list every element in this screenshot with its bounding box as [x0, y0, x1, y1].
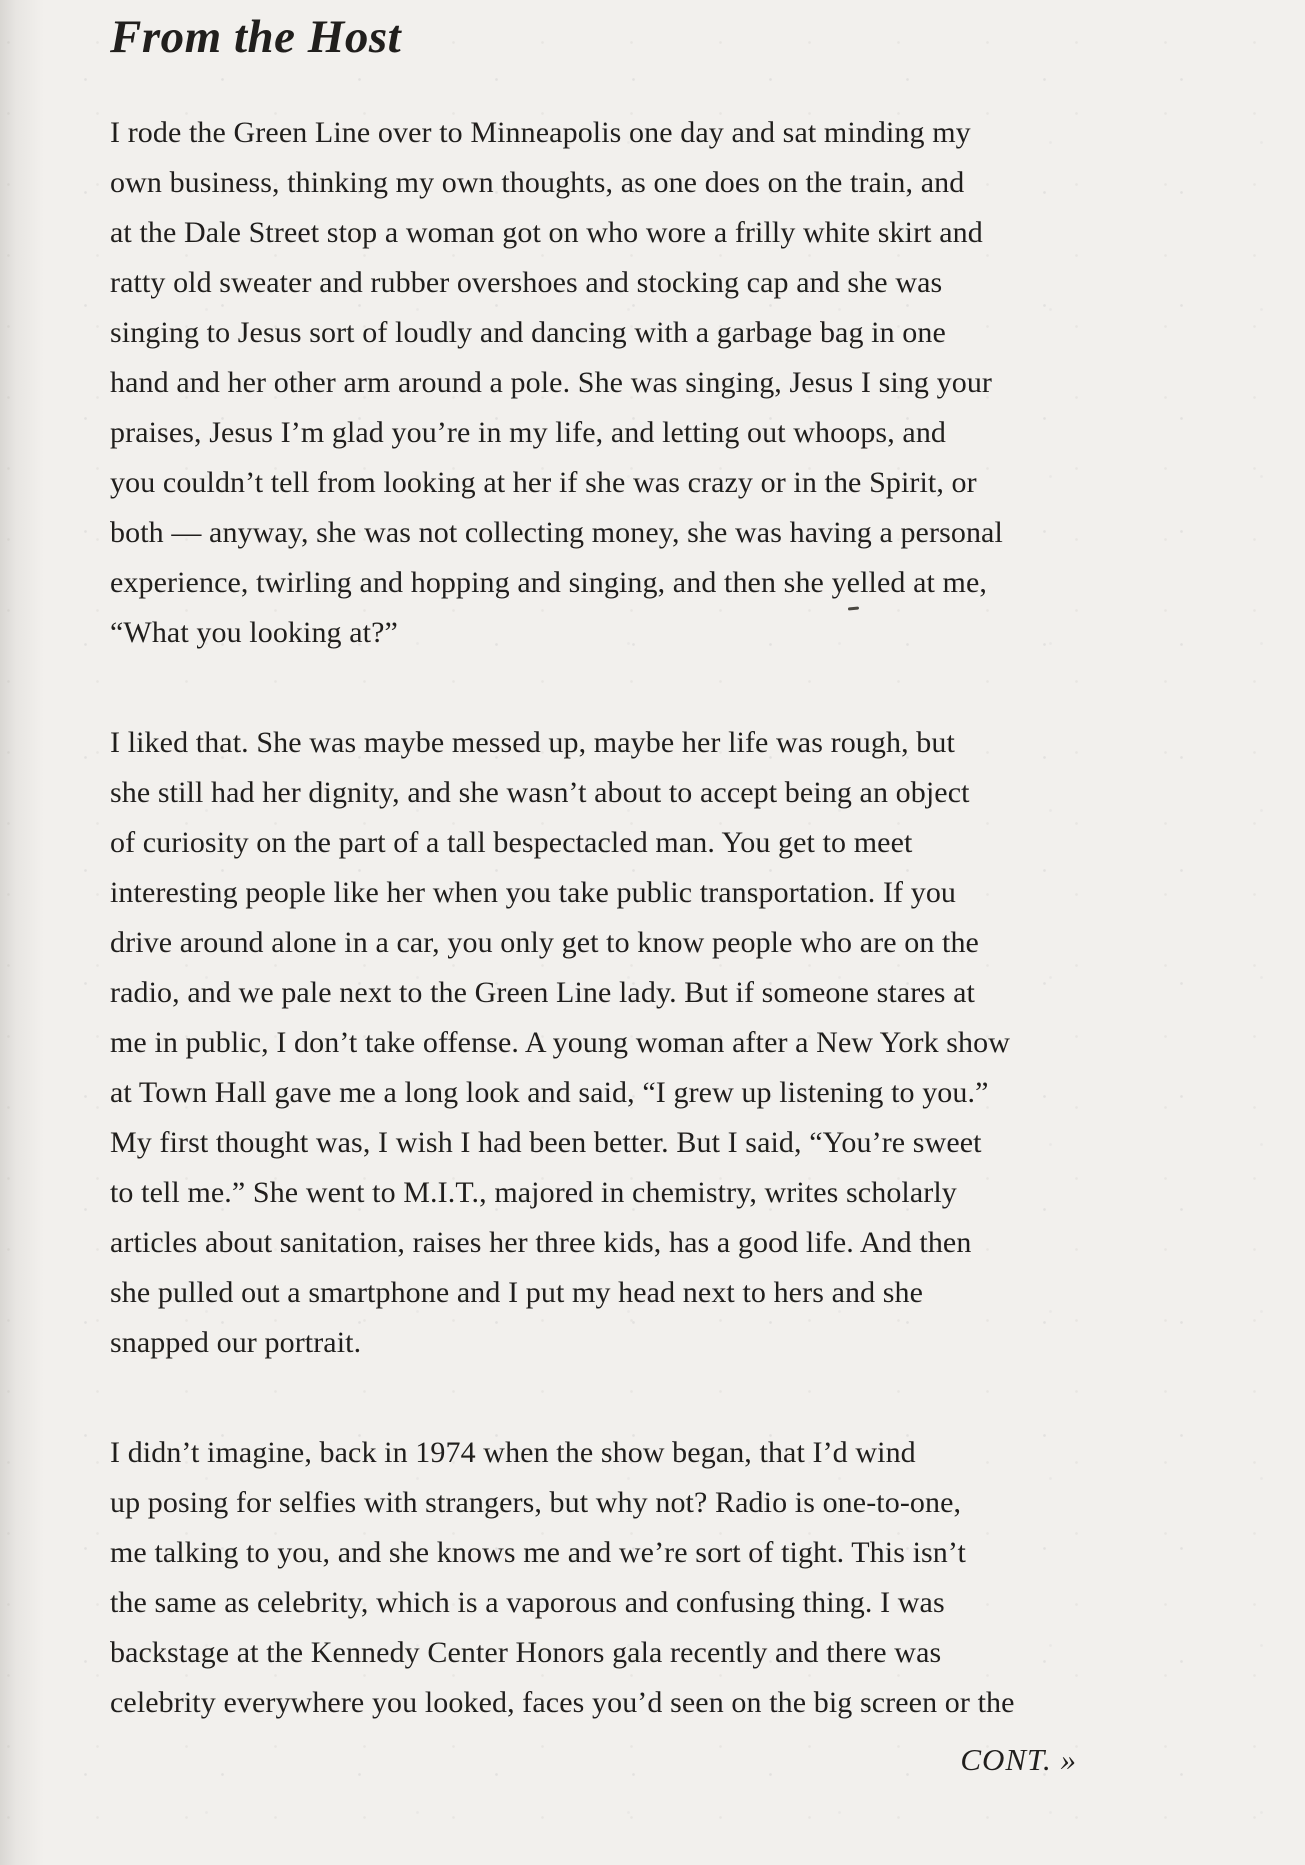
paragraph-1: I rode the Green Line over to Minneapolis one day and sat minding my own business, thinking my own thoughts, as one does on the train, and at the Dale Street stop a woman got on who wore a frilly white skirt and ratty old sweater and rubber overshoes and stocking cap and she was singing to Jesus sort of loudly and dancing with a garbage bag in one hand and her other arm around a pole. She was singing, Jesus I sing your praises, Jesus I’m glad you’re in my life, and letting out whoops, and you couldn’t tell from looking at her if she was crazy or in the Spirit, or both — anyway, she was not collecting money, she was having a personal experience, twirling and hopping and singing, and then she yelled at me, “What you looking at?”: [110, 116, 1003, 649]
article-body: [0, 108, 1305, 1728]
continuation-marker: CONT. »: [960, 1742, 1077, 1777]
paragraph-3: I didn’t imagine, back in 1974 when the show began, that I’d wind up posing for selfies with strangers, but why not? Radio is one-to-one, me talking to you, and she knows me and we’re sort of tight. This isn’t the same as celebrity, which is a vaporous and confusing thing. I was backstage at the Kennedy Center Honors gala recently and there was celebrity everywhere you looked, faces you’d seen on the big screen or the: [110, 1436, 1015, 1719]
paragraph-2: I liked that. She was maybe messed up, maybe her life was rough, but she still had her dignity, and she wasn’t about to accept being an object of curiosity on the part of a tall bespectacled man. You get to meet interesting people like her when you take public transportation. If you drive around alone in a car, you only get to know people who are on the radio, and we pale next to the Green Line lady. But if someone stares at me in public, I don’t take offense. A young woman after a New York show at Town Hall gave me a long look and said, “I grew up listening to you.” My first thought was, I wish I had been better. But I said, “You’re sweet to tell me.” She went to M.I.T., majored in chemistry, writes scholarly articles about sanitation, raises her three kids, has a good life. And then she pulled out a smartphone and I put my head next to hers and she snapped our portrait.: [110, 726, 1011, 1359]
page-title: From the Host: [110, 11, 402, 63]
